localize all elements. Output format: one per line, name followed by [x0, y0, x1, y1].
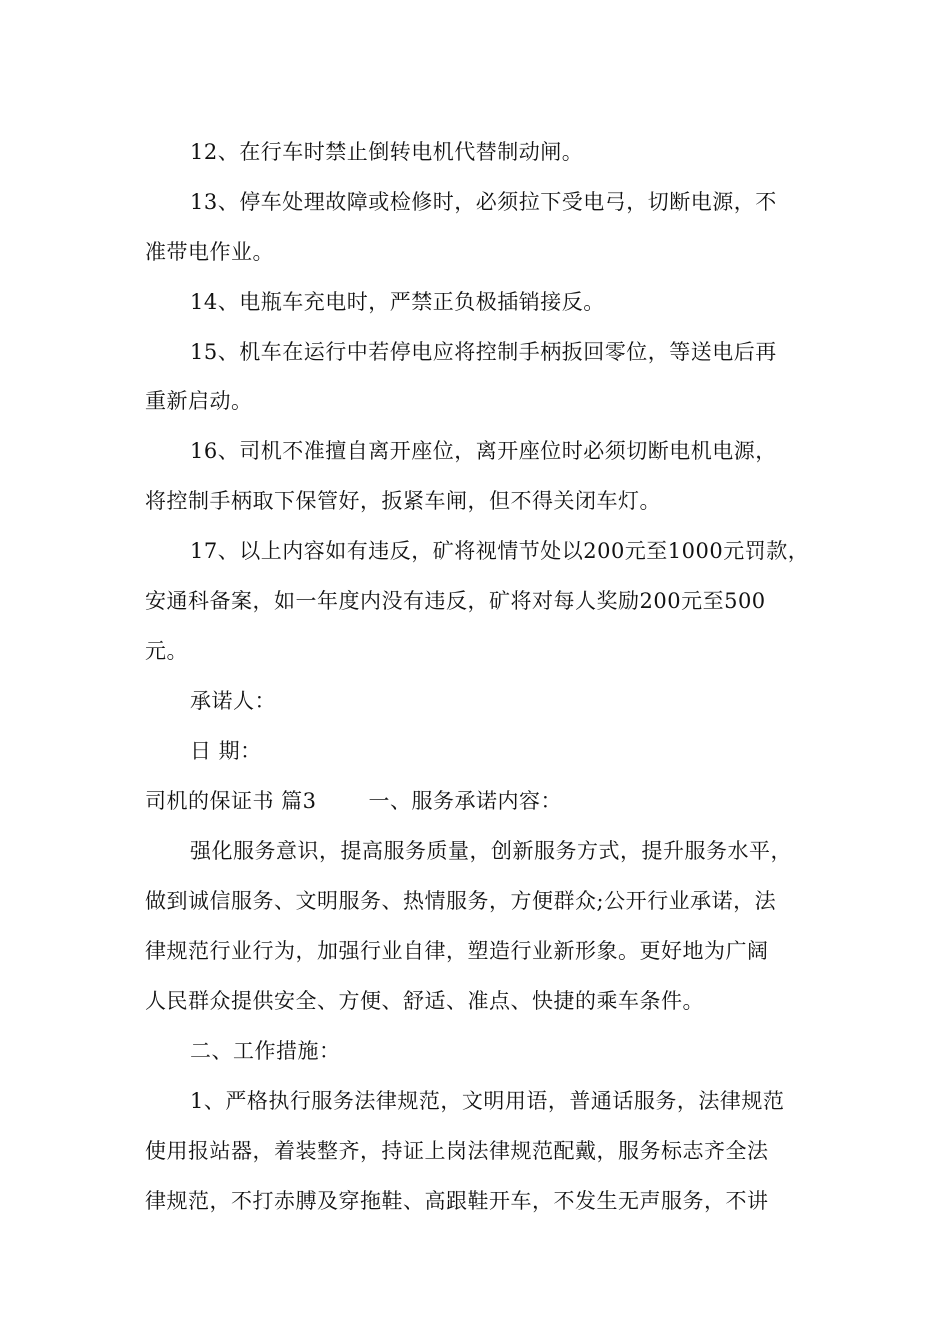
- text-line: 重新启动。: [145, 389, 253, 413]
- text-line: 准带电作业。: [145, 240, 274, 264]
- text-line: 16、司机不准擅自离开座位，离开座位时必须切断电机电源，: [190, 439, 777, 463]
- signatory-label: 承诺人：: [190, 689, 276, 713]
- text-line: 安通科备案，如一年度内没有违反，矿将对每人奖励200元至500: [145, 589, 766, 613]
- section-subtitle: 一、服务承诺内容：: [368, 789, 563, 813]
- text-line: 律规范行业行为，加强行业自律，塑造行业新形象。更好地为广阔: [145, 939, 769, 963]
- text-line: 17、以上内容如有违反，矿将视情节处以200元至1000元罚款，: [190, 539, 810, 563]
- section-heading: [145, 786, 562, 816]
- text-line: 强化服务意识，提高服务质量，创新服务方式，提升服务水平，: [190, 839, 792, 863]
- section-title: 司机的保证书 篇3: [145, 789, 317, 813]
- date-label: 日 期：: [190, 739, 262, 763]
- subheading: 二、工作措施：: [190, 1039, 341, 1063]
- text-line: 做到诚信服务、文明服务、热情服务，方便群众;公开行业承诺，法: [145, 889, 777, 913]
- text-line: 使用报站器，着装整齐，持证上岗法律规范配戴，服务标志齐全法: [145, 1139, 769, 1163]
- text-line: 14、电瓶车充电时，严禁正负极插销接反。: [190, 290, 605, 314]
- text-line: 律规范，不打赤膊及穿拖鞋、高跟鞋开车，不发生无声服务，不讲: [145, 1189, 769, 1213]
- text-line: 13、停车处理故障或检修时，必须拉下受电弓，切断电源，不: [190, 190, 777, 214]
- text-line: 1、严格执行服务法律规范，文明用语，普通话服务，法律规范: [190, 1089, 785, 1113]
- text-line: 将控制手柄取下保管好，扳紧车闸，但不得关闭车灯。: [145, 489, 661, 513]
- text-line: 12、在行车时禁止倒转电机代替制动闸。: [190, 140, 584, 164]
- text-line: 元。: [145, 639, 188, 663]
- text-line: 15、机车在运行中若停电应将控制手柄扳回零位，等送电后再: [190, 340, 777, 364]
- text-line: 人民群众提供安全、方便、舒适、准点、快捷的乘车条件。: [145, 989, 704, 1013]
